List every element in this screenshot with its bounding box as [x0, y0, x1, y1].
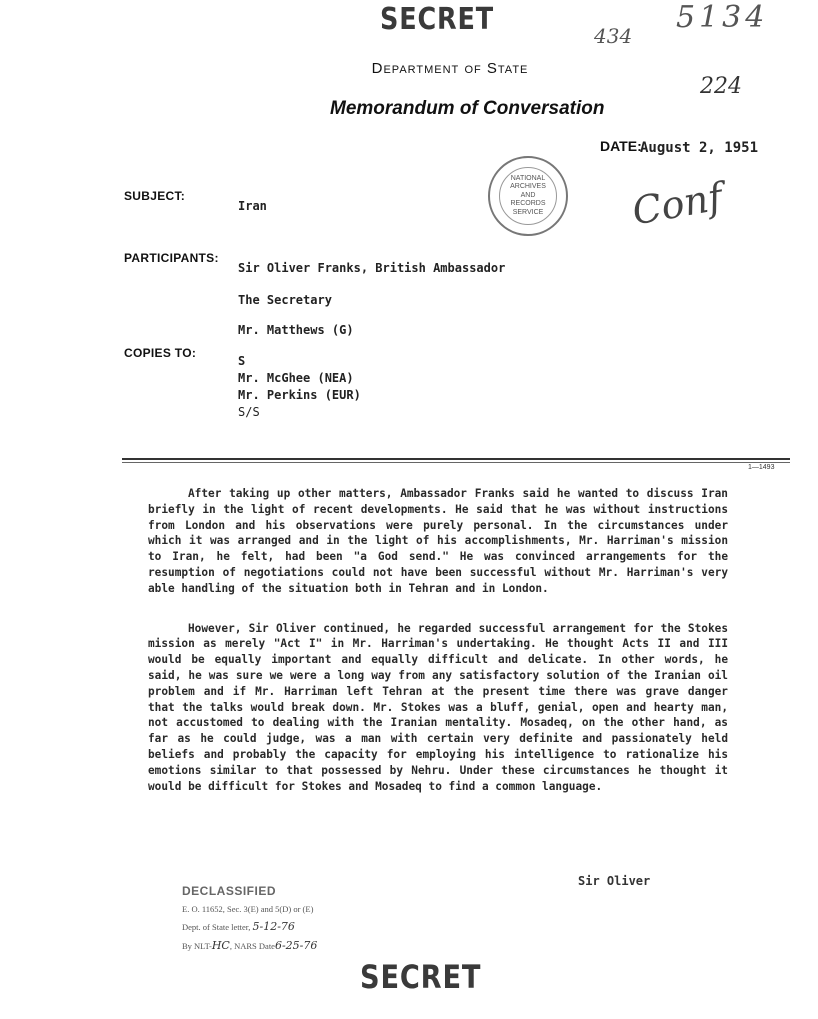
declass-letter-date: 5-12-76	[252, 920, 295, 933]
body-paragraph: However, Sir Oliver continued, he regarded successful arrangement for the Stokes mission as merely "Act I" in Mr. Harriman's undertaking. He thought Acts II and III would be equally important and equally difficult and delicate. In other words, he said, he was sure we were a long way from any satisfactory solution of the Iranian oil problem and if Mr. Harriman left Tehran at the present time there was grave danger that the talks would break down. Mr. Stokes was a bluff, genial, open and hearty man, not accustomed to dealing with the Iranian mentality. Mosadeq, on the other hand, as far as he could judge, was a man with certain very definite and passionately held beliefs and probably the capacity for employing his intelligence to rationalize his emotions similar to that possessed by Nehru. Under these circumstances he thought it would be difficult for Stokes and Mosadeq to find a common language.	[148, 621, 728, 793]
handwritten-number-434: 434	[594, 24, 633, 48]
date-value: August 2, 1951	[640, 140, 759, 156]
archives-seal-stamp	[488, 156, 568, 236]
copy-recipient: Mr. McGhee (NEA)	[238, 371, 354, 385]
handwritten-number-224: 224	[700, 74, 742, 99]
participant-item: The Secretary	[238, 293, 332, 307]
date-label: DATE:	[600, 138, 642, 154]
divider-rule	[122, 462, 790, 463]
handwritten-margin-note: Conf	[628, 174, 726, 234]
department-heading: Department of State	[371, 60, 529, 77]
declassification-stamp	[182, 884, 317, 952]
declass-authority-line: E. O. 11652, Sec. 3(E) and 5(D) or (E)	[182, 904, 314, 914]
copies-list	[238, 353, 361, 421]
copy-recipient: S/S	[238, 405, 260, 419]
continued-on-next-page: Sir Oliver	[578, 874, 651, 888]
declass-letter-label: Dept. of State letter,	[182, 922, 251, 932]
copy-recipient: S	[238, 354, 246, 368]
declass-by-initials: HC	[211, 939, 230, 952]
copies-label: COPIES TO:	[124, 346, 197, 360]
classification-stamp-top: SECRET	[380, 2, 495, 37]
handwritten-number-top-right: 5134	[676, 0, 769, 35]
copy-recipient: Mr. Perkins (EUR)	[238, 388, 361, 402]
participants-label: PARTICIPANTS:	[124, 251, 219, 265]
classification-stamp-bottom: SECRET	[360, 958, 482, 996]
participant-item: Sir Oliver Franks, British Ambassador	[238, 261, 506, 275]
body-paragraph: After taking up other matters, Ambassador Franks said he wanted to discuss Iran briefly in the light of recent developments. He said that he was without instructions from London and his observations were purely personal. In the circumstances under which it was arranged and in the light of his accomplishments, Mr. Harriman's mission to Iran, he felt, had been "a God send." He was convinced arrangements for the resumption of negotiations could not have been successful without Mr. Harriman's very able handling of the situation both in Tehran and in London.	[148, 487, 728, 595]
declassified-title: DECLASSIFIED	[182, 884, 277, 898]
declass-by-line	[182, 939, 317, 952]
divider-rule	[122, 458, 790, 460]
memo-title: Memorandum of Conversation	[330, 98, 605, 119]
participant-item: Mr. Matthews (G)	[238, 323, 354, 337]
declass-by-label: By NLT-	[182, 941, 212, 951]
declass-nars-date: 6-25-76	[274, 939, 318, 952]
subject-value: Iran	[238, 199, 267, 213]
subject-label: SUBJECT:	[124, 189, 186, 203]
seal-text: NATIONAL ARCHIVES AND RECORDS SERVICE	[499, 167, 557, 225]
memo-body	[148, 486, 728, 818]
declass-letter-line	[182, 920, 317, 933]
declass-nars-label: , NARS Date	[229, 941, 275, 951]
form-number: 1—1493	[748, 464, 775, 471]
